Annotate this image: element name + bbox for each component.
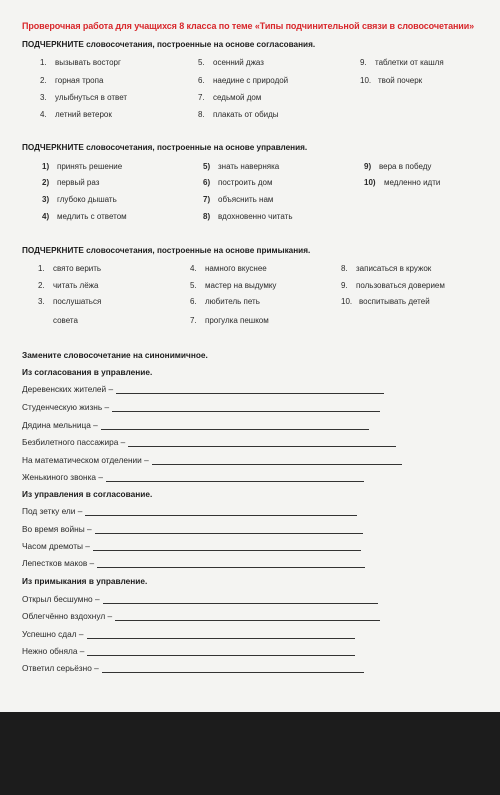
s3-item-7: 7. прогулка пешком — [190, 316, 269, 325]
answer-line: Часом дремоты – — [22, 541, 361, 551]
section2-heading: ПОДЧЕРКНИТЕ словосочетания, построенные на основе управления. — [22, 143, 308, 152]
group1-title: Из согласования в управление. — [22, 367, 153, 377]
answer-line: Лепестков маков – — [22, 558, 365, 568]
answer-line: На математическом отделении – — [22, 455, 402, 465]
s2-item-8: 8) вдохновенно читать — [203, 212, 293, 221]
s3-item-9: 9. пользоваться доверием — [341, 281, 445, 290]
answer-line: Под зетку ели – — [22, 506, 357, 516]
answer-line: Открыл бесшумно – — [22, 594, 378, 604]
s3-item-8: 8. записаться в кружок — [341, 264, 432, 273]
s1-item-8: 8. плакать от обиды — [198, 110, 279, 119]
section1-heading: ПОДЧЕРКНИТЕ словосочетания, построенные на основе согласования. — [22, 40, 316, 49]
s2-item-2: 2) первый раз — [42, 178, 100, 187]
s1-item-7: 7. седьмой дом — [198, 93, 262, 102]
s1-item-9: 9. таблетки от кашля — [360, 58, 444, 67]
s1-item-3: 3. улыбнуться в ответ — [40, 93, 128, 102]
s3-item-1: 1. свято верить — [38, 264, 102, 273]
s2-item-3: 3) глубоко дышать — [42, 195, 117, 204]
s3-item-4: 4. намного вкуснее — [190, 264, 267, 273]
s1-item-5: 5. осенний джаз — [198, 58, 264, 67]
group3-title: Из примыкания в управление. — [22, 576, 148, 586]
s3-item-10: 10. воспитывать детей — [341, 297, 430, 306]
s3-item-3-cont: совета — [53, 316, 78, 325]
s2-item-1: 1) принять решение — [42, 162, 123, 171]
answer-line: Нежно обняла – — [22, 646, 355, 656]
answer-line: Ответил серьёзно – — [22, 663, 364, 673]
answer-line: Дядина мельница – — [22, 420, 369, 430]
s1-item-1: 1. вызывать восторг — [40, 58, 121, 67]
answer-line: Облегчённо вздохнул – — [22, 611, 380, 621]
group2-title: Из управления в согласование. — [22, 489, 153, 499]
answer-line: Успешно сдал – — [22, 629, 355, 639]
section4-heading: Замените словосочетание на синонимичное. — [22, 350, 208, 360]
answer-line: Во время войны – — [22, 524, 363, 534]
s2-item-4: 4) медлить с ответом — [42, 212, 127, 221]
answer-line: Студенческую жизнь – — [22, 402, 380, 412]
answer-line: Безбилетного пассажира – — [22, 437, 396, 447]
s3-item-2: 2. читать лёжа — [38, 281, 99, 290]
answer-line: Деревенских жителей – — [22, 384, 384, 394]
s2-item-9: 9) вера в победу — [364, 162, 432, 171]
s2-item-7: 7) объяснить нам — [203, 195, 274, 204]
s1-item-4: 4. летний ветерок — [40, 110, 112, 119]
s1-item-2: 2. горная тропа — [40, 76, 104, 85]
s3-item-5: 5. мастер на выдумку — [190, 281, 277, 290]
s3-item-6: 6. любитель петь — [190, 297, 260, 306]
s2-item-5: 5) знать наверняка — [203, 162, 280, 171]
s3-item-3: 3. послушаться — [38, 297, 102, 306]
section3-heading: ПОДЧЕРКНИТЕ словосочетания, построенные на основе примыкания. — [22, 246, 311, 255]
answer-line: Женькиного звонка – — [22, 472, 364, 482]
s1-item-10: 10. твой почерк — [360, 76, 423, 85]
worksheet-title: Проверочная работа для учащихся 8 класса по теме «Типы подчинительной связи в словосочетании» — [22, 21, 475, 31]
s1-item-6: 6. наедине с природой — [198, 76, 289, 85]
s2-item-6: 6) построить дом — [203, 178, 273, 187]
s2-item-10: 10) медленно идти — [364, 178, 441, 187]
